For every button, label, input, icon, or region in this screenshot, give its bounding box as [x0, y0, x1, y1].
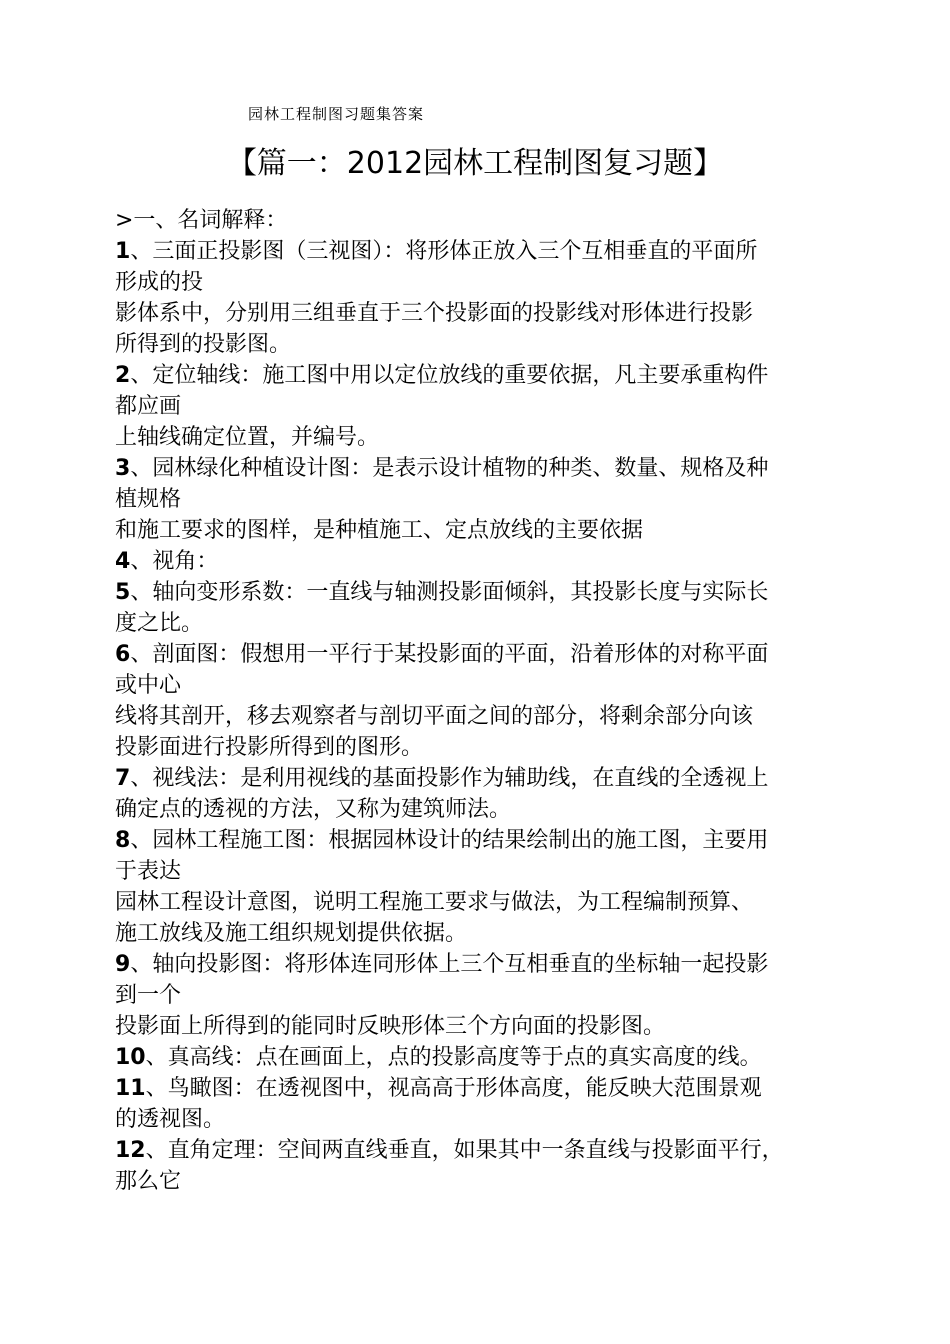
item-text: 、园林绿化种植设计图：是表示设计植物的种类、数量、规格及种: [130, 456, 769, 481]
document-body: [115, 205, 835, 1197]
item-number: 8: [115, 828, 131, 853]
glossary-item: [115, 546, 835, 577]
text-line: [115, 1135, 835, 1166]
glossary-items: [115, 236, 835, 1197]
text-line: 所得到的投影图。: [115, 332, 292, 357]
glossary-item: [115, 360, 835, 453]
item-text: 、轴向变形系数：一直线与轴测投影面倾斜，其投影长度与实际长: [130, 580, 769, 605]
item-text: 、视线法：是利用视线的基面投影作为辅助线，在直线的全透视上: [130, 766, 769, 791]
text-line: 都应画: [115, 394, 182, 419]
glossary-item: [115, 763, 835, 825]
text-line: [115, 825, 835, 856]
item-number: 9: [115, 952, 131, 977]
glossary-item: [115, 825, 835, 949]
text-line: 于表达: [115, 859, 182, 884]
text-line: [115, 453, 835, 484]
text-line: 确定点的透视的方法，又称为建筑师法。: [115, 797, 512, 822]
item-number: 2: [115, 363, 131, 388]
text-line: 那么它: [115, 1169, 182, 1194]
item-text: 、直角定理：空间两直线垂直，如果其中一条直线与投影面平行，: [145, 1138, 784, 1163]
glossary-item: [115, 453, 835, 546]
text-line: 影体系中，分别用三组垂直于三个投影面的投影线对形体进行投影: [115, 301, 754, 326]
item-number: 1: [115, 239, 131, 264]
text-line: 形成的投: [115, 270, 204, 295]
item-text: 、视角：: [130, 549, 219, 574]
item-text: 、真高线：点在画面上，点的投影高度等于点的真实高度的线。: [145, 1045, 762, 1070]
glossary-item: [115, 577, 835, 639]
glossary-item: [115, 236, 835, 360]
document-title: 【篇一：2012园林工程制图复习题】: [226, 146, 724, 181]
item-number: 3: [115, 456, 131, 481]
item-text: 、剖面图：假想用一平行于某投影面的平面，沿着形体的对称平面: [130, 642, 769, 667]
text-line: [115, 236, 835, 267]
text-line: 投影面上所得到的能同时反映形体三个方向面的投影图。: [115, 1014, 666, 1039]
item-number: 11: [115, 1076, 146, 1101]
text-line: [115, 949, 835, 980]
item-number: 4: [115, 549, 131, 574]
glossary-item: [115, 1073, 835, 1135]
section-heading: >一、名词解释：: [115, 208, 288, 233]
glossary-item: [115, 949, 835, 1042]
item-number: 5: [115, 580, 131, 605]
text-line: 和施工要求的图样，是种植施工、定点放线的主要依据: [115, 518, 644, 543]
glossary-item: [115, 639, 835, 763]
text-line: 的透视图。: [115, 1107, 226, 1132]
glossary-item: [115, 1042, 835, 1073]
item-number: 7: [115, 766, 131, 791]
item-number: 6: [115, 642, 131, 667]
item-text: 、轴向投影图：将形体连同形体上三个互相垂直的坐标轴一起投影: [130, 952, 769, 977]
glossary-item: [115, 1135, 835, 1197]
text-line: 投影面进行投影所得到的图形。: [115, 735, 424, 760]
text-line: [115, 1042, 835, 1073]
text-line: [115, 763, 835, 794]
glossary-section: [115, 205, 835, 1197]
text-line: 或中心: [115, 673, 182, 698]
text-line: [115, 577, 835, 608]
text-line: [115, 546, 835, 577]
item-text: 、三面正投影图（三视图）：将形体正放入三个互相垂直的平面所: [130, 239, 758, 264]
item-text: 、鸟瞰图：在透视图中，视高高于形体高度，能反映大范围景观: [145, 1076, 762, 1101]
text-line: 施工放线及施工组织规划提供依据。: [115, 921, 468, 946]
item-text: 、定位轴线：施工图中用以定位放线的重要依据，凡主要承重构件: [130, 363, 769, 388]
item-text: 、园林工程施工图：根据园林设计的结果绘制出的施工图，主要用: [130, 828, 769, 853]
running-header: 园林工程制图习题集答案: [248, 105, 425, 123]
text-line: 植规格: [115, 487, 182, 512]
text-line: 上轴线确定位置，并编号。: [115, 425, 380, 450]
text-line: [115, 639, 835, 670]
item-number: 12: [115, 1138, 146, 1163]
text-line: 线将其剖开，移去观察者与剖切平面之间的部分，将剩余部分向该: [115, 704, 754, 729]
text-line: 到一个: [115, 983, 182, 1008]
text-line: [115, 1073, 835, 1104]
text-line: 度之比。: [115, 611, 204, 636]
text-line: 园林工程设计意图，说明工程施工要求与做法，为工程编制预算、: [115, 890, 754, 915]
item-number: 10: [115, 1045, 146, 1070]
text-line: [115, 360, 835, 391]
